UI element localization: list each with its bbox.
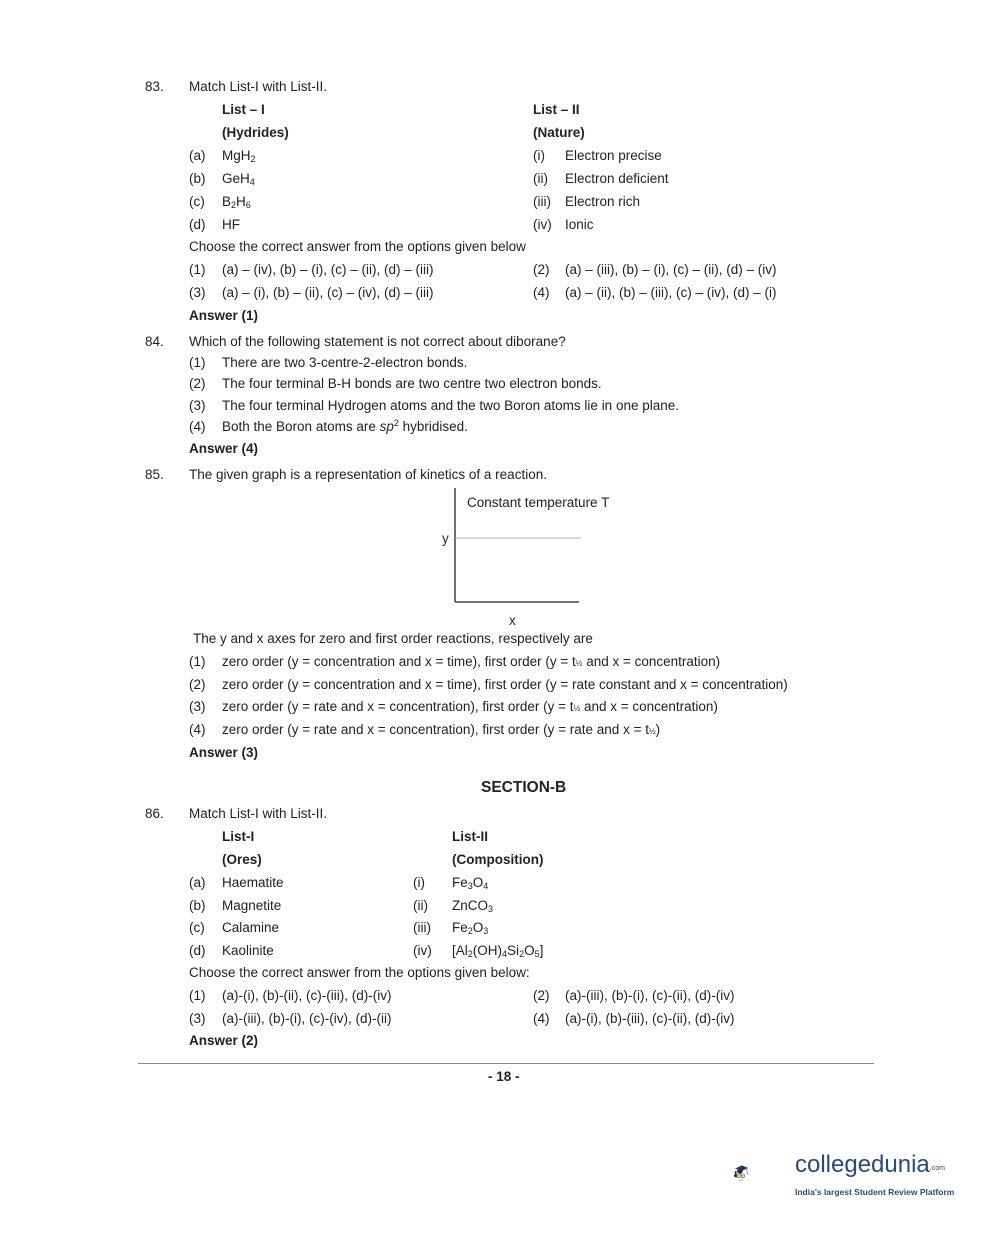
item-text: Electron rich: [565, 194, 641, 209]
item-label: (i): [413, 875, 425, 890]
option-text: There are two 3-centre-2-electron bonds.: [222, 355, 468, 370]
item-formula: $Fe_3O_4$: [452, 875, 489, 891]
item-text: Calamine: [222, 920, 280, 935]
item-label: (b): [189, 898, 206, 913]
list-subheading: (Ores): [222, 852, 262, 867]
item-label: (iii): [413, 920, 431, 935]
option-text: The four terminal B-H bonds are two centre two electron bonds.: [222, 376, 602, 391]
collegedunia-mascot-icon: [733, 1138, 793, 1208]
item-label: (c): [189, 194, 205, 209]
item-label: (d): [189, 943, 206, 958]
option-text: (a)-(i), (b)-(ii), (c)-(iii), (d)-(iv): [222, 988, 392, 1003]
option-number: (1): [189, 988, 206, 1003]
instruction-text: Choose the correct answer from the options given below:: [189, 965, 530, 980]
option-number: (1): [189, 654, 206, 669]
option-number: (3): [189, 699, 206, 714]
option-number: (4): [189, 419, 206, 434]
item-text: Haematite: [222, 875, 284, 890]
y-axis-label: y: [442, 531, 449, 546]
option-text: zero order (y = concentration and x = time), first order (y = rate constant and x = concentration): [222, 677, 788, 692]
option-number: (1): [189, 262, 206, 277]
option-text: (a)-(iii), (b)-(i), (c)-(ii), (d)-(iv): [565, 988, 735, 1003]
question-stem: The given graph is a representation of kinetics of a reaction.: [189, 467, 547, 482]
option-number: (3): [189, 285, 206, 300]
option-number: (1): [189, 355, 206, 370]
option-text: (a)-(iii), (b)-(i), (c)-(iv), (d)-(ii): [222, 1011, 392, 1026]
logo-tagline: India's largest Student Review Platform: [795, 1187, 955, 1197]
question-stem: Match List-I with List-II.: [189, 79, 328, 94]
item-text: Magnetite: [222, 898, 282, 913]
item-label: (d): [189, 217, 206, 232]
item-formula: $Fe_2O_3$: [452, 920, 489, 936]
logo-wordmark: collegedunia.com: [795, 1151, 945, 1178]
list-subheading: (Composition): [452, 852, 544, 867]
item-label: (ii): [413, 898, 428, 913]
item-label: (a): [189, 148, 206, 163]
option-text: Both the Boron atoms are $sp^2$ hybridised.: [222, 418, 468, 434]
item-label: (i): [533, 148, 545, 163]
answer-text: Answer (2): [189, 1033, 259, 1048]
section-heading: SECTION-B: [481, 779, 567, 796]
option-text: (a)-(i), (b)-(iii), (c)-(ii), (d)-(iv): [565, 1011, 735, 1026]
question-number: 85.: [145, 467, 164, 482]
list-heading: List – I: [222, 102, 265, 117]
answer-text: Answer (3): [189, 745, 259, 760]
item-label: (iv): [533, 217, 552, 232]
item-label: (b): [189, 171, 206, 186]
question-stem: Which of the following statement is not correct about diborane?: [189, 334, 566, 349]
list-heading: List – II: [533, 102, 580, 117]
answer-text: Answer (4): [189, 441, 259, 456]
item-label: (ii): [533, 171, 548, 186]
item-formula: GeH$_4$: [222, 171, 255, 187]
item-label: (a): [189, 875, 206, 890]
question-stem: Match List-I with List-II.: [189, 806, 328, 821]
page-number: - 18 -: [488, 1069, 520, 1084]
list-subheading: (Nature): [533, 125, 585, 140]
option-number: (4): [533, 1011, 550, 1026]
option-text: The four terminal Hydrogen atoms and the two Boron atoms lie in one plane.: [222, 398, 680, 413]
footer-rule: [138, 1063, 874, 1064]
option-number: (2): [189, 677, 206, 692]
option-text: zero order (y = concentration and x = time), first order (y = t½ and x = concentration): [222, 654, 721, 669]
option-number: (4): [533, 285, 550, 300]
item-text: Kaolinite: [222, 943, 274, 958]
option-number: (3): [189, 1011, 206, 1026]
option-text: (a) – (iii), (b) – (i), (c) – (ii), (d) – (iv): [565, 262, 777, 277]
option-number: (2): [533, 262, 550, 277]
list-heading: List-II: [452, 829, 488, 844]
question-number: 83.: [145, 79, 164, 94]
item-text: Electron deficient: [565, 171, 669, 186]
option-number: (3): [189, 398, 206, 413]
item-label: (iii): [533, 194, 551, 209]
option-number: (2): [533, 988, 550, 1003]
question-substem: The y and x axes for zero and first order reactions, respectively are: [193, 631, 593, 646]
option-number: (4): [189, 722, 206, 737]
question-number: 86.: [145, 806, 164, 821]
item-formula: $[Al_2(OH)_4Si_2O_5]$: [452, 943, 544, 959]
item-label: (c): [189, 920, 205, 935]
option-text: zero order (y = rate and x = concentration), first order (y = t½ and x = concentration): [222, 699, 718, 714]
option-number: (2): [189, 376, 206, 391]
item-formula: MgH$_2$: [222, 148, 256, 164]
list-subheading: (Hydrides): [222, 125, 289, 140]
item-text: Ionic: [565, 217, 594, 232]
answer-text: Answer (1): [189, 308, 259, 323]
graph-title: Constant temperature T: [467, 495, 610, 510]
item-text: Electron precise: [565, 148, 662, 163]
list-heading: List-I: [222, 829, 255, 844]
option-text: zero order (y = rate and x = concentration), first order (y = rate and x = t½): [222, 722, 661, 737]
item-formula: $B_2H_6$: [222, 194, 251, 210]
x-axis-label: x: [509, 613, 516, 628]
instruction-text: Choose the correct answer from the options given below: [189, 239, 526, 254]
item-label: (iv): [413, 943, 432, 958]
item-formula: ZnCO$_3$: [452, 898, 494, 914]
option-text: (a) – (iv), (b) – (i), (c) – (ii), (d) – (iii): [222, 262, 434, 277]
option-text: (a) – (ii), (b) – (iii), (c) – (iv), (d) – (i): [565, 285, 777, 300]
item-formula: HF: [222, 217, 240, 232]
question-number: 84.: [145, 334, 164, 349]
option-text: (a) – (i), (b) – (ii), (c) – (iv), (d) – (iii): [222, 285, 434, 300]
